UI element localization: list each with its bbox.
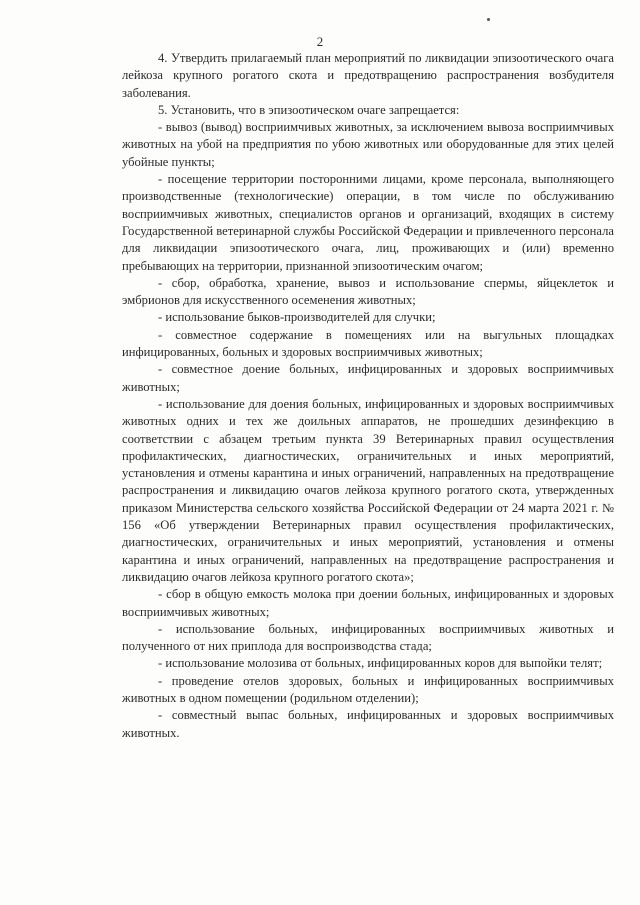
page-number: 2 (316, 34, 324, 49)
prohibition-visiting-territory: - посещение территории посторонними лицами, кроме персонала, выполняющего производственные (технологические) операции, в том числе по обслуживанию восприимчивых животных, специалистов органов и организаций, входящих в систему Государственной ветеринарной службы Российской Федерации и привлеченного персонала для ликвидации эпизоотического очага, лиц, проживающих и (или) временно пребывающих на территории, признанной эпизоотическим очагом; (122, 172, 614, 273)
document-body (122, 50, 614, 742)
scan-speck (487, 18, 490, 21)
prohibition-milking-equipment: - использование для доения больных, инфицированных и здоровых восприимчивых животных одних и тех же доильных аппаратов, не прошедших дезинфекцию в соответствии с абзацем третьим пункта 39 Ветеринарных правил осуществления профилактических, диагностических, ограничительных и иных мероприятий, установления и отмены карантина и иных ограничений, направленных на предотвращение распространения и ликвидацию очагов лейкоза крупного рогатого скота, утвержденных приказом Министерства сельского хозяйства Российской Федерации от 24 марта 2021 г. № 156 «Об утверждении Ветеринарных правил осуществления профилактических, диагностических, ограничительных и иных мероприятий, установления и отмены карантина и иных ограничений, направленных на предотвращение распространения и ликвидацию очагов лейкоза крупного рогатого скота»; (122, 396, 614, 584)
prohibition-colostrum-use: - использование молозива от больных, инфицированных коров для выпойки телят; (158, 656, 603, 671)
prohibition-joint-grazing: - совместный выпас больных, инфицированных и здоровых восприимчивых животных. (122, 708, 614, 740)
paragraph-item-5: 5. Установить, что в эпизоотическом очаге запрещается: (158, 102, 460, 117)
prohibition-joint-keeping: - совместное содержание в помещениях или на выгульных площадках инфицированных, больных и здоровых восприимчивых животных; (122, 327, 614, 360)
prohibition-export-animals: - вывоз (вывод) восприимчивых животных, за исключением вывоза восприимчивых животных на убой на предприятия по убою животных или оборудованные для этих целей убойные пункты; (122, 120, 614, 169)
paragraph-item-4: 4. Утвердить прилагаемый план мероприятий по ликвидации эпизоотического очага лейкоза крупного рогатого скота и предотвращению распространения возбудителя заболевания. (122, 51, 614, 100)
prohibition-milk-collection: - сбор в общую емкость молока при доении больных, инфицированных и здоровых восприимчивых животных; (122, 587, 614, 619)
prohibition-reproduction-use: - использование больных, инфицированных восприимчивых животных и полученного от них приплода для воспроизводства стада; (122, 621, 614, 654)
prohibition-joint-calving: - проведение отелов здоровых, больных и инфицированных восприимчивых животных в одном помещении (родильном отделении); (122, 673, 614, 705)
prohibition-bulls-mating: - использование быков-производителей для случки; (158, 310, 436, 325)
prohibition-sperm-embryos: - сбор, обработка, хранение, вывоз и использование спермы, яйцеклеток и эмбрионов для искусственного осеменения животных; (122, 275, 614, 308)
prohibition-joint-milking: - совместное доение больных, инфицированных и здоровых восприимчивых животных; (122, 362, 614, 394)
